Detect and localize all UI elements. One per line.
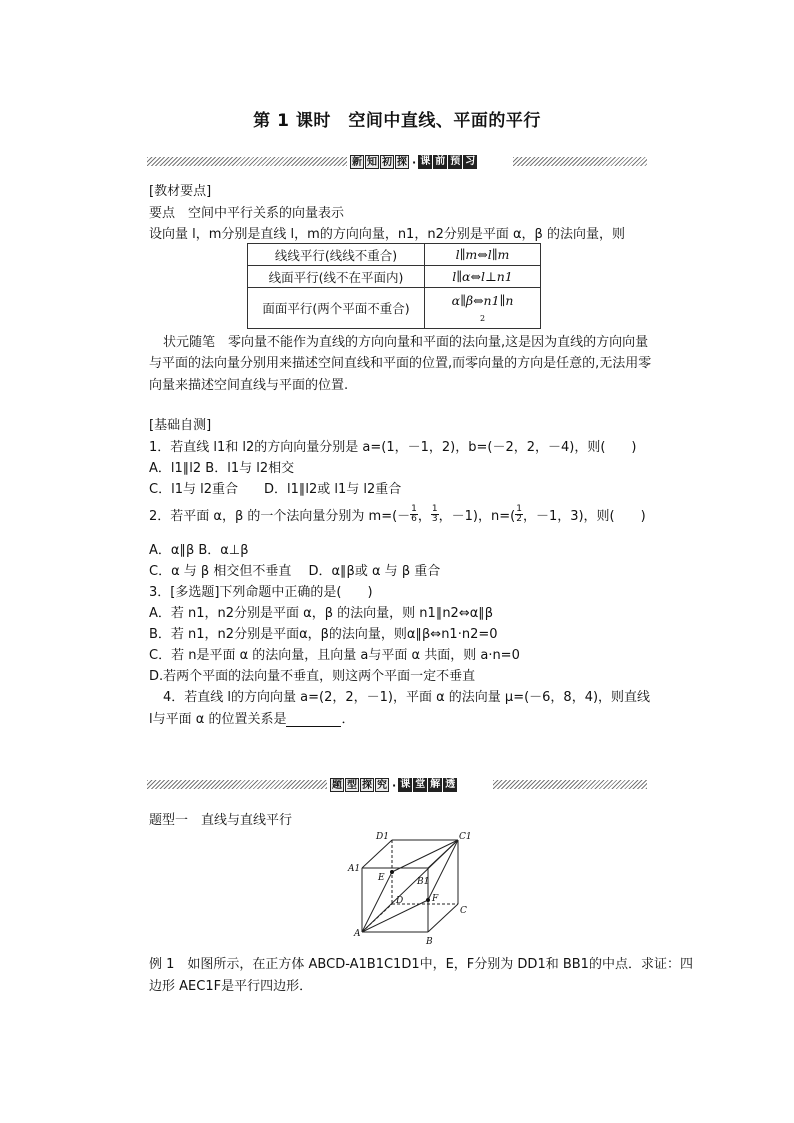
label-C1: C1 [459, 832, 472, 842]
q4-text: l与平面 α 的位置关系是 [149, 712, 287, 727]
table-cell-relation: l∥m⇔l∥m [425, 244, 541, 266]
key-point: 要点 空间中平行关系的向量表示 [149, 206, 345, 221]
q2-text: ， [417, 509, 431, 524]
seg-AE [362, 872, 392, 932]
banner-char: 探 [362, 780, 372, 791]
question-1: 1．若直线 l1和 l2的方向向量分别是 a=(1，－1，2)，b=(－2，2，－4)，则( ) [149, 440, 637, 455]
intro-text: 设向量 l，m分别是直线 l，m的方向向量，n1，n2分别是平面 α，β 的法向量，则 [149, 227, 625, 242]
answer-blank[interactable] [286, 714, 341, 727]
q3-option-a: A．若 n1，n2分别是平面 α，β 的法向量，则 n1∥n2⇔α∥β [149, 606, 494, 621]
label-B: B [426, 937, 433, 947]
banner-stripe-right [513, 157, 647, 166]
page-title: 第 1 课时 空间中直线、平面的平行 [253, 111, 541, 131]
note-line: 状元随笔 零向量不能作为直线的方向向量和平面的法向量,这是因为直线的方向向量 [163, 335, 649, 350]
section-heading: [教材要点] [149, 184, 212, 199]
banner-tag [330, 778, 458, 792]
table-cell-relation: l∥α⇔l⊥n1 [425, 266, 541, 288]
example-1-cont: 边形 AEC1F是平行四边形． [149, 979, 313, 994]
edge-BC [428, 904, 458, 932]
banner-char: 知 [367, 157, 377, 168]
fraction-denominator: 6 [411, 514, 417, 524]
seg-EC1 [392, 840, 458, 872]
fraction [431, 505, 439, 524]
q2-text: 2．若平面 α，β 的一个法向量分别为 m=(－ [149, 509, 411, 524]
question-2 [149, 505, 646, 524]
table-cell-label: 面面平行(两个平面不重合) [248, 288, 425, 329]
question-4-cont [149, 708, 354, 727]
fraction-numerator: 1 [516, 504, 522, 514]
banner-stripe-right [493, 780, 647, 789]
fraction-denominator: 2 [516, 514, 522, 524]
type-heading: 题型一 直线与直线平行 [149, 813, 293, 828]
q1-options-cd: C．l1与 l2重合 D．l1∥l2或 l1与 l2重合 [149, 482, 402, 497]
banner-char: 预 [450, 156, 461, 167]
banner-stripe-left [147, 157, 347, 166]
point-F [426, 898, 430, 902]
question-4: 4．若直线 l的方向向量 a=(2，2，－1)，平面 α 的法向量 μ=(－6，8，4)，则直线 [163, 690, 651, 705]
banner-char: 新 [352, 157, 362, 168]
q2-text: ，－1)，n=( [438, 509, 516, 524]
q3-option-c: C．若 n是平面 α 的法向量，且向量 a与平面 α 共面，则 a·n=0 [149, 648, 520, 663]
label-D1: D1 [376, 832, 389, 842]
example-1: 例 1 如图所示，在正方体 ABCD-A1B1C1D1中，E，F分别为 DD1和 BB1的中点．求证：四 [149, 957, 693, 972]
q2-options-ab: A．α∥β B．α⊥β [149, 543, 249, 558]
table-cell-label: 线面平行(线不在平面内) [248, 266, 425, 288]
note-line: 向量来描述空间直线与平面的位置. [149, 378, 349, 393]
banner-char: 课 [400, 779, 411, 790]
question-3: 3．[多选题]下列命题中正确的是( ) [149, 585, 373, 600]
label-B1: B1 [417, 877, 430, 887]
banner-char: 堂 [415, 779, 426, 790]
label-F: F [432, 894, 439, 904]
banner-char: 探 [397, 157, 407, 168]
fraction-numerator: 1 [411, 504, 417, 514]
q1-options-ab: A．l1∥l2 B．l1与 l2相交 [149, 461, 295, 476]
banner-char: 解 [430, 779, 441, 790]
relation-text: α∥β⇔n1∥n [451, 293, 514, 308]
cube-figure [340, 828, 480, 950]
note-line: 与平面的法向量分别用来描述空间直线和平面的位置,而零向量的方向是任意的,无法用零 [149, 356, 652, 371]
banner-char: 初 [382, 157, 392, 168]
table-row [248, 288, 541, 329]
seg-FC1 [428, 840, 458, 900]
banner-char: 习 [465, 156, 476, 167]
banner-char: 透 [445, 779, 456, 790]
label-A1: A1 [348, 864, 361, 874]
fraction [515, 505, 523, 524]
banner-char: 型 [347, 780, 357, 791]
banner-char: 课 [420, 156, 431, 167]
label-A: A [354, 929, 361, 939]
banner-dot: · [392, 778, 397, 792]
banner-char: 前 [435, 156, 446, 167]
banner-stripe-left [147, 780, 327, 789]
section-heading: [基础自测] [149, 418, 212, 433]
point-E [390, 870, 394, 874]
label-D: D [396, 896, 404, 906]
fraction [410, 505, 418, 524]
label-C: C [460, 906, 467, 916]
label-E: E [378, 873, 385, 883]
relation-table [247, 243, 541, 329]
seg-AF [362, 900, 428, 932]
table-row [248, 266, 541, 288]
q3-option-d: D.若两个平面的法向量不垂直，则这两个平面一定不垂直 [149, 669, 476, 684]
banner-char: 题 [332, 780, 342, 791]
q4-end: ． [341, 712, 355, 727]
section-banner-preview [147, 155, 647, 169]
table-cell-relation [425, 288, 541, 329]
fraction-denominator: 3 [431, 514, 438, 524]
q2-text: ，－1，3)，则( ) [522, 509, 646, 524]
banner-tag [350, 155, 478, 169]
banner-dot: · [412, 155, 417, 169]
edge-A1D1 [362, 840, 392, 868]
banner-char: 究 [377, 780, 387, 791]
q2-options-cd: C．α 与 β 相交但不垂直 D．α∥β或 α 与 β 重合 [149, 564, 441, 579]
fraction-numerator: 1 [431, 504, 438, 514]
section-banner-practice [147, 778, 647, 792]
table-row [248, 244, 541, 266]
relation-subscript: 2 [479, 314, 486, 323]
q3-option-b: B．若 n1，n2分别是平面α，β的法向量，则α∥β⇔n1·n2=0 [149, 627, 498, 642]
diag-AC1 [362, 840, 458, 932]
table-cell-label: 线线平行(线线不重合) [248, 244, 425, 266]
